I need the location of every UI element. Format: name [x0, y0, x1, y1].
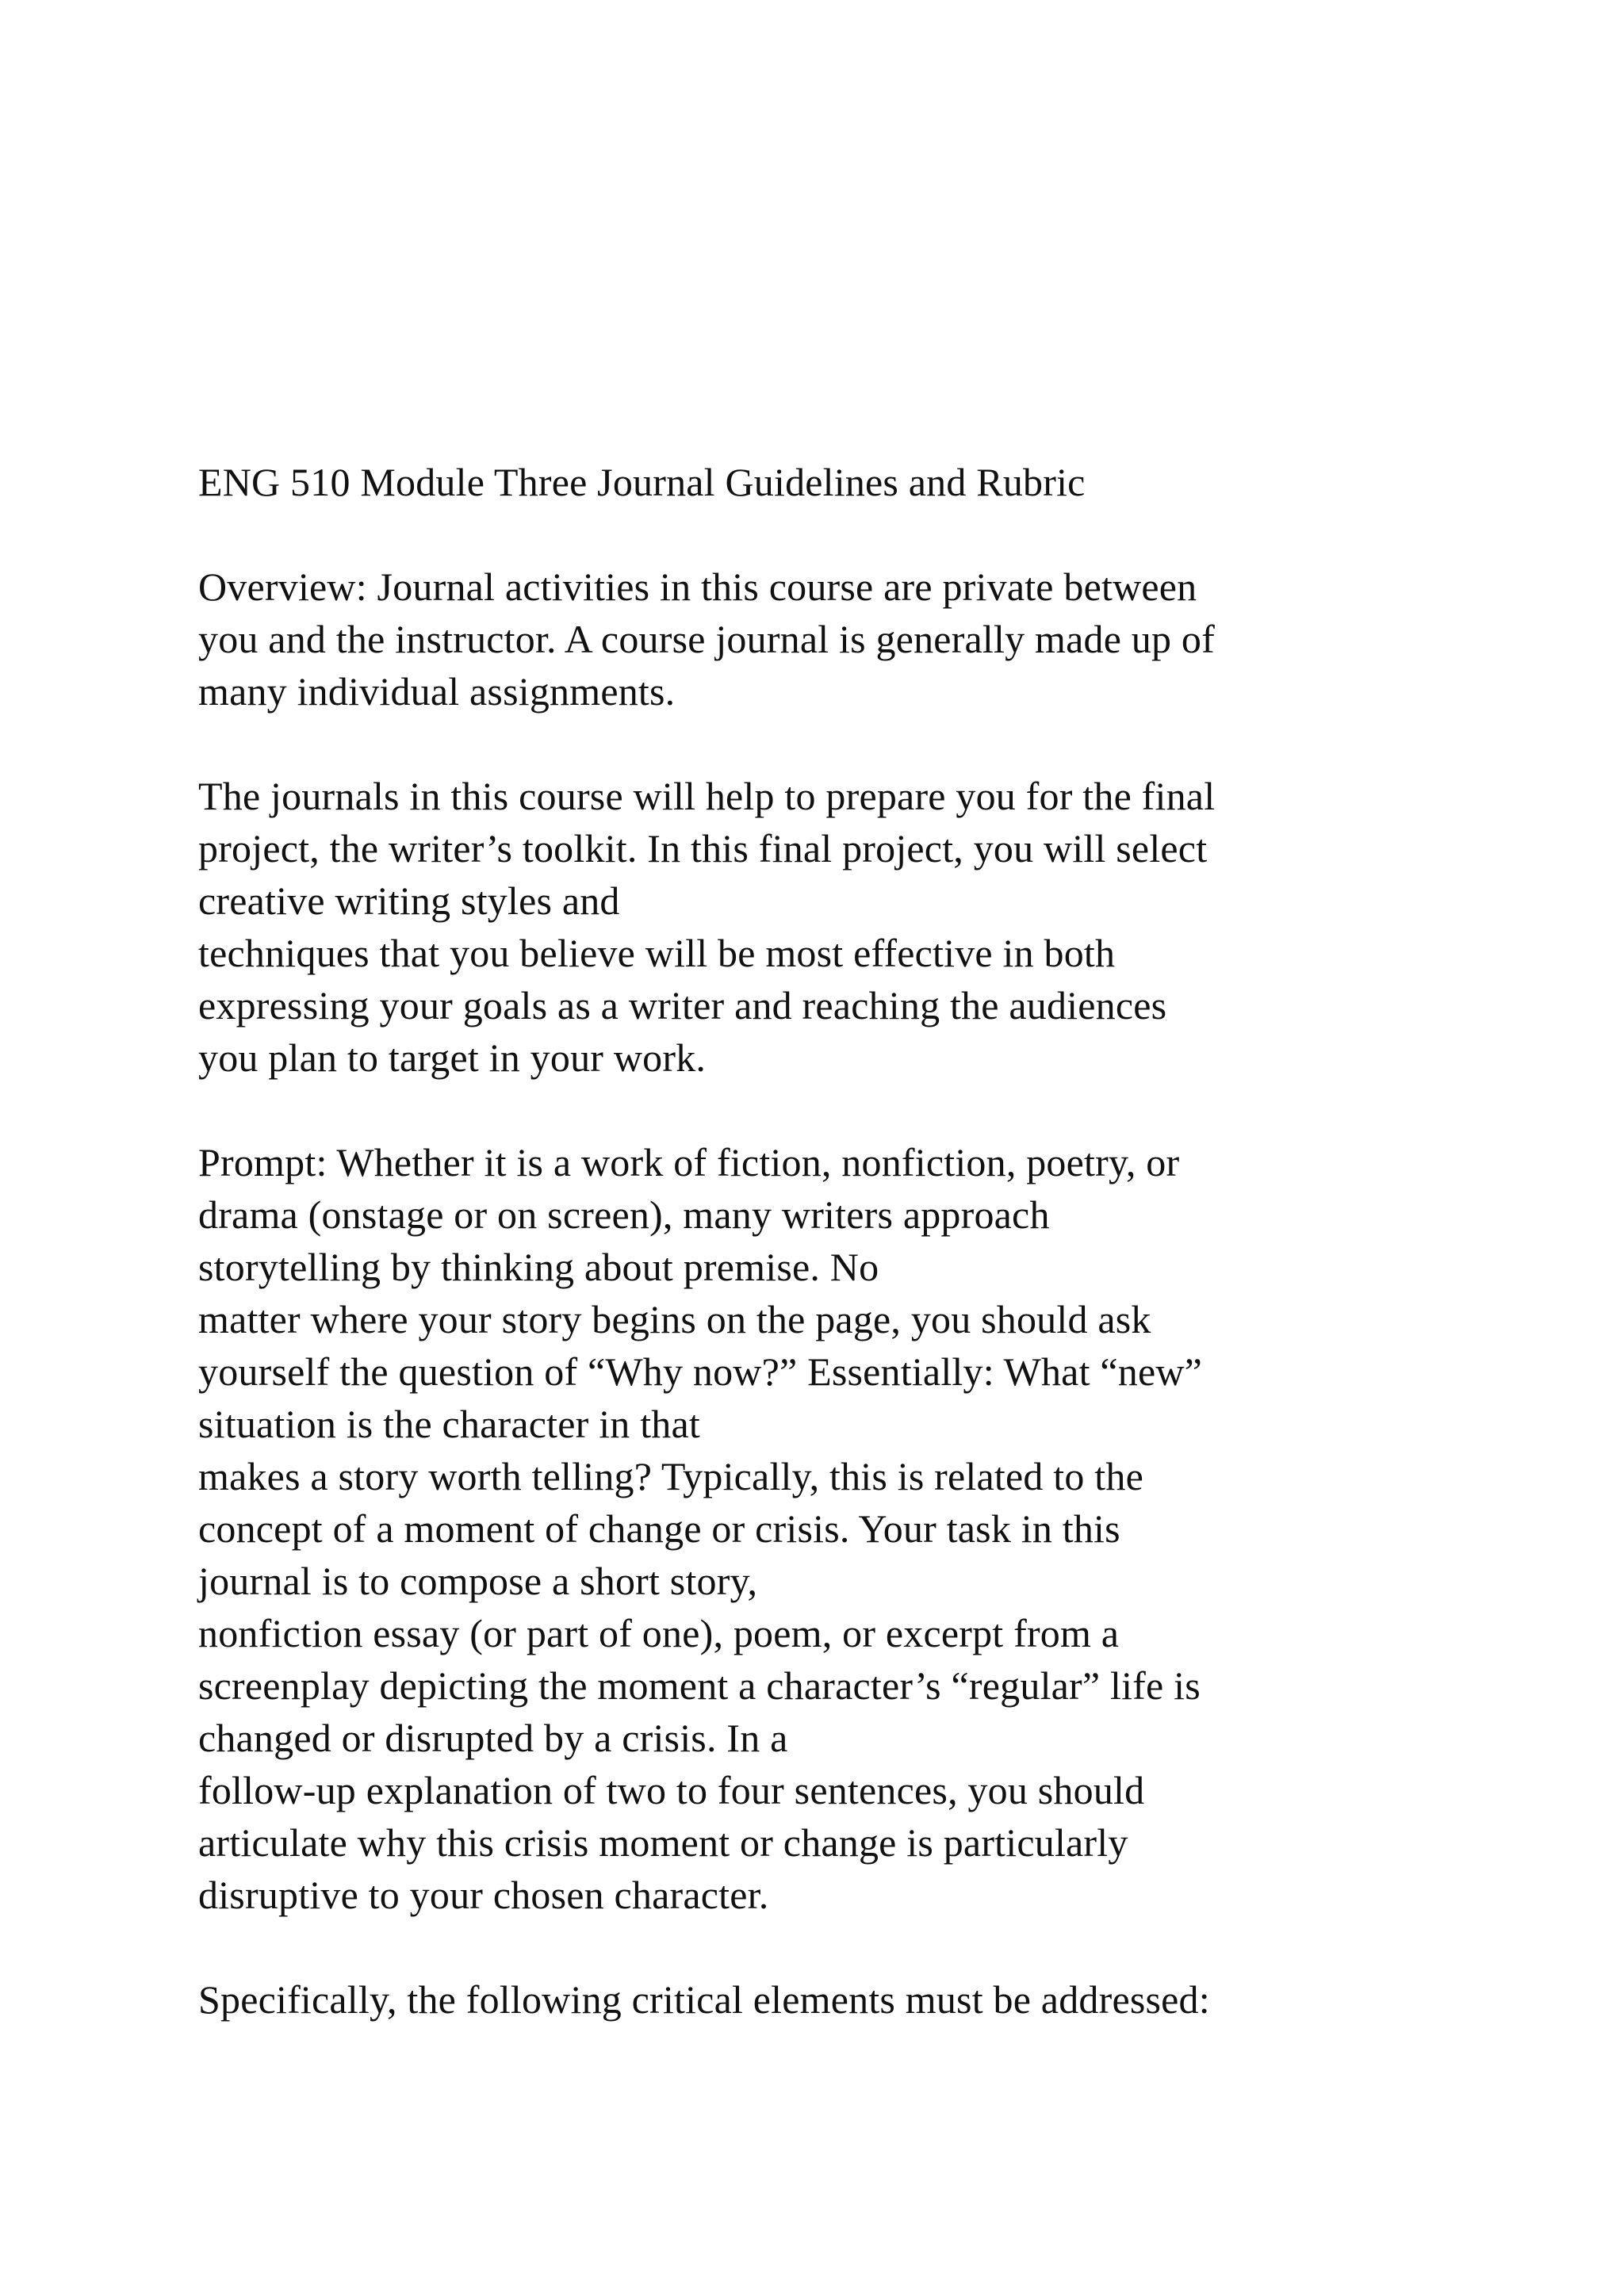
text-line: follow-up explanation of two to four sentences, you should: [198, 1768, 1145, 1812]
text-line: techniques that you believe will be most effective in both: [198, 931, 1116, 975]
text-line: journal is to compose a short story,: [198, 1559, 758, 1603]
text-line: situation is the character in that: [198, 1402, 700, 1446]
text-line: articulate why this crisis moment or change is particularly: [198, 1820, 1128, 1865]
paragraph-spacer: [198, 1921, 1546, 1973]
text-line: yourself the question of “Why now?” Essentially: What “new”: [198, 1349, 1203, 1394]
text-line: you and the instructor. A course journal is generally made up of: [198, 617, 1215, 661]
text-line: storytelling by thinking about premise. No: [198, 1245, 879, 1289]
text-line: changed or disrupted by a crisis. In a: [198, 1716, 788, 1760]
text-line: Overview: Journal activities in this course are private between: [198, 564, 1197, 609]
prompt-paragraph: [198, 1136, 1546, 1921]
text-line: project, the writer’s toolkit. In this final project, you will select: [198, 826, 1208, 871]
overview-paragraph: [198, 561, 1546, 718]
text-line: Prompt: Whether it is a work of fiction, nonfiction, poetry, or: [198, 1140, 1180, 1184]
paragraph-spacer: [198, 508, 1546, 561]
text-line: screenplay depicting the moment a character’s “regular” life is: [198, 1663, 1201, 1708]
text-line: Specifically, the following critical elements must be addressed:: [198, 1977, 1210, 2022]
text-line: disruptive to your chosen character.: [198, 1873, 769, 1917]
text-line: The journals in this course will help to prepare you for the final: [198, 774, 1216, 818]
document-title: ENG 510 Module Three Journal Guidelines and Rubric: [198, 460, 1086, 504]
text-line: matter where your story begins on the page, you should ask: [198, 1297, 1151, 1341]
text-line: expressing your goals as a writer and reaching the audiences: [198, 983, 1167, 1027]
text-line: makes a story worth telling? Typically, this is related to the: [198, 1454, 1143, 1498]
document-body: [198, 456, 1546, 2026]
journals-paragraph: [198, 770, 1546, 1084]
paragraph-spacer: [198, 1084, 1546, 1136]
paragraph-spacer: [198, 718, 1546, 770]
text-line: creative writing styles and: [198, 878, 620, 923]
text-line: you plan to target in your work.: [198, 1035, 707, 1080]
critical-elements-paragraph: [198, 1973, 1546, 2026]
text-line: concept of a moment of change or crisis. Your task in this: [198, 1506, 1120, 1551]
text-line: drama (onstage or on screen), many writers approach: [198, 1192, 1050, 1237]
text-line: many individual assignments.: [198, 669, 676, 714]
text-line: nonfiction essay (or part of one), poem, or excerpt from a: [198, 1611, 1120, 1655]
